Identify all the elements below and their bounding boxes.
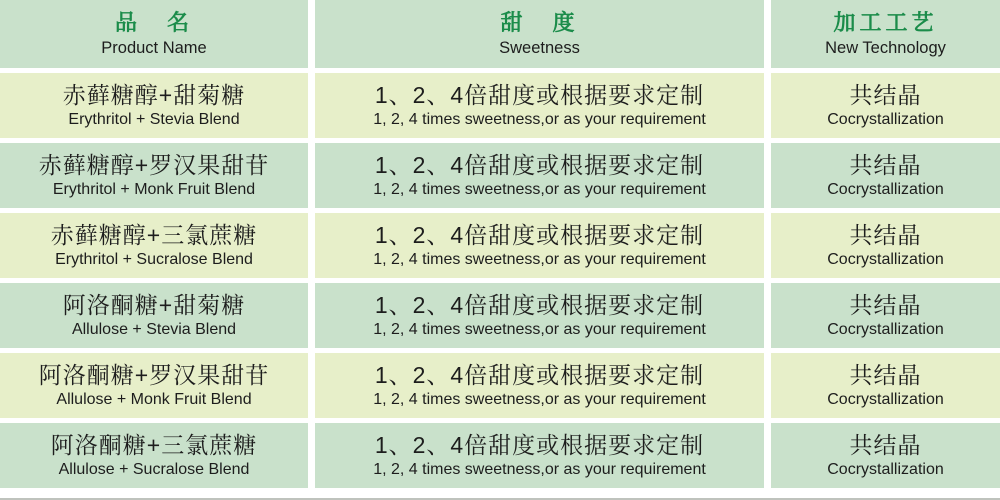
sweetness-zh: 1、2、4倍甜度或根据要求定制 [374,221,705,248]
product-name-zh: 阿洛酮糖+甜菊糖 [62,291,246,318]
technology-cell [771,423,1000,488]
technology-zh: 共结晶 [849,291,922,318]
product-name-zh: 赤藓糖醇+甜菊糖 [62,81,246,108]
sweetness-cell [315,423,764,488]
header-cell-technology [771,0,1000,68]
sweetness-zh: 1、2、4倍甜度或根据要求定制 [374,361,705,388]
product-cell [0,283,308,348]
product-name-en: Erythritol + Stevia Blend [68,110,240,128]
header-product-name-zh: 品 名 [114,10,193,36]
sweetness-en: 1, 2, 4 times sweetness,or as your requirement [373,180,706,198]
technology-cell [771,353,1000,418]
sweetness-zh: 1、2、4倍甜度或根据要求定制 [374,81,705,108]
technology-cell [771,73,1000,138]
technology-en: Cocrystallization [827,460,944,478]
sweetness-en: 1, 2, 4 times sweetness,or as your requirement [373,110,706,128]
sweetness-cell [315,213,764,278]
technology-en: Cocrystallization [827,320,944,338]
product-name-en: Erythritol + Monk Fruit Blend [52,180,256,198]
product-cell [0,73,308,138]
product-name-en: Erythritol + Sucralose Blend [55,250,253,268]
technology-cell [771,283,1000,348]
product-name-en: Allulose + Sucralose Blend [58,460,250,478]
sweetness-cell [315,283,764,348]
product-cell [0,143,308,208]
technology-en: Cocrystallization [827,110,944,128]
sweetness-cell [315,353,764,418]
header-technology-zh: 加工工艺 [833,10,938,36]
header-product-name-en: Product Name [101,38,207,57]
sweetness-zh: 1、2、4倍甜度或根据要求定制 [374,431,705,458]
product-name-zh: 赤藓糖醇+罗汉果甜苷 [38,151,270,178]
technology-en: Cocrystallization [827,180,944,198]
product-name-zh: 阿洛酮糖+三氯蔗糖 [50,431,258,458]
sweetness-zh: 1、2、4倍甜度或根据要求定制 [374,151,705,178]
header-cell-sweetness [315,0,764,68]
product-name-zh: 阿洛酮糖+罗汉果甜苷 [38,361,270,388]
sweetness-en: 1, 2, 4 times sweetness,or as your requirement [373,390,706,408]
sweetness-en: 1, 2, 4 times sweetness,or as your requirement [373,460,706,478]
technology-zh: 共结晶 [849,361,922,388]
technology-cell [771,143,1000,208]
technology-cell [771,213,1000,278]
product-name-en: Allulose + Monk Fruit Blend [56,390,252,408]
product-name-zh: 赤藓糖醇+三氯蔗糖 [50,221,258,248]
technology-en: Cocrystallization [827,390,944,408]
technology-zh: 共结晶 [849,431,922,458]
header-technology-en: New Technology [825,38,946,57]
sweetness-en: 1, 2, 4 times sweetness,or as your requirement [373,320,706,338]
product-cell [0,213,308,278]
sweetness-cell [315,143,764,208]
header-sweetness-en: Sweetness [499,38,580,57]
header-cell-product-name [0,0,308,68]
technology-zh: 共结晶 [849,221,922,248]
sweetness-en: 1, 2, 4 times sweetness,or as your requirement [373,250,706,268]
technology-en: Cocrystallization [827,250,944,268]
header-sweetness-zh: 甜 度 [500,10,579,36]
sweetness-cell [315,73,764,138]
technology-zh: 共结晶 [849,81,922,108]
product-cell [0,353,308,418]
technology-zh: 共结晶 [849,151,922,178]
sweetness-zh: 1、2、4倍甜度或根据要求定制 [374,291,705,318]
product-name-en: Allulose + Stevia Blend [71,320,237,338]
product-cell [0,423,308,488]
